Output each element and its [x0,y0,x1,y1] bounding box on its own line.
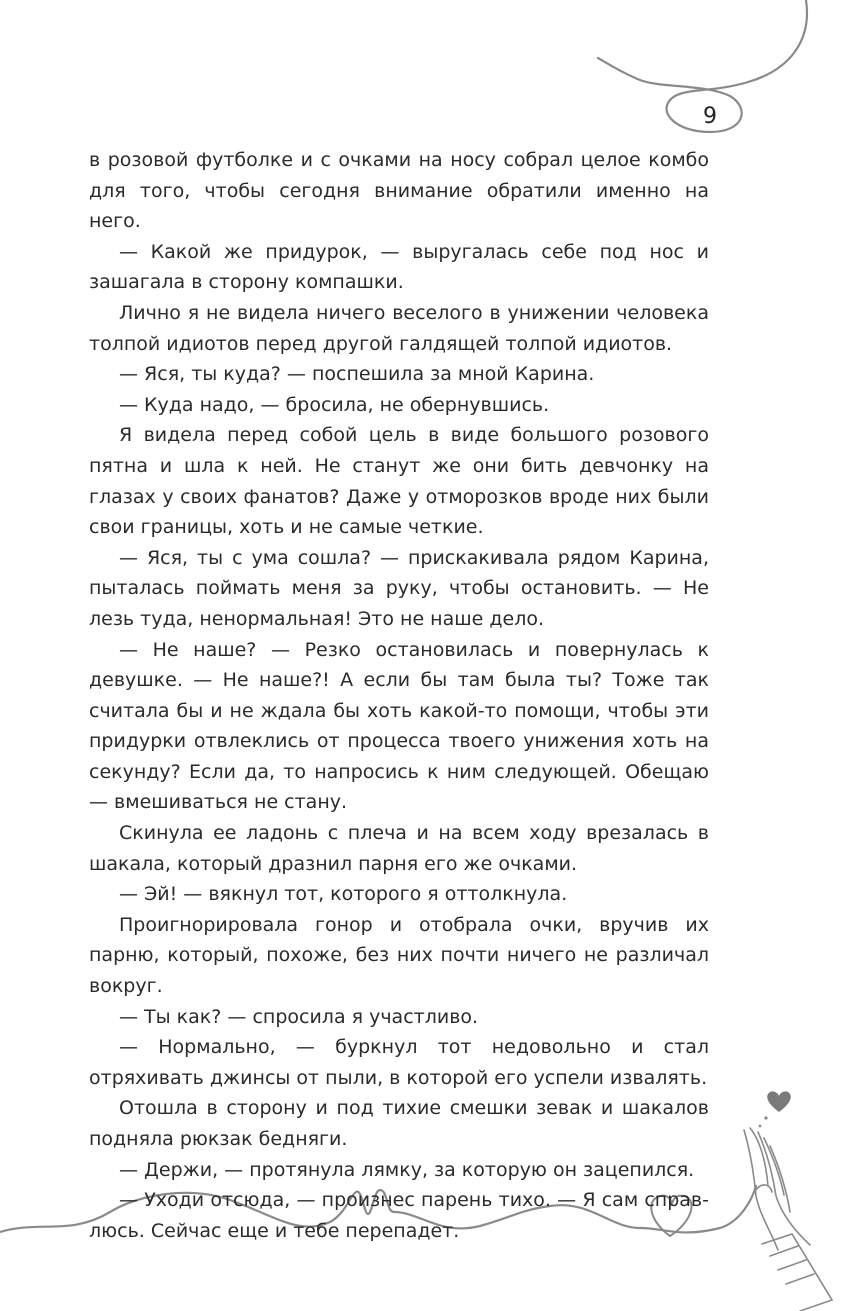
floating-heart-icon [767,1091,791,1112]
paragraph: Скинула ее ладонь с плеча и на всем ходу врезалась в шакала, который дразнил парня его же очками. [89,822,709,875]
paragraph: Лично я не видела ничего веселого в унижении человека толпой идиотов перед другой галдящей толпой идиотов. [89,301,709,355]
paragraph: — Куда надо, — бросила, не обернувшись. [119,393,550,416]
paragraph: — Держи, — протянула лямку, за которую он зацепился. [119,1158,695,1181]
paragraph: — Уходи отсюда, — произнес парень тихо. — Я сам справлюсь. Сейчас еще и тебе перепадет. [89,1189,709,1242]
paragraph: — Какой же придурок, — выругалась себе под нос и зашагала в сторону компашки. [89,240,709,294]
paragraph: — Яся, ты куда? — поспешила за мной Карина. [119,363,595,386]
hand-illustration-icon [744,1128,832,1311]
paragraph: — Нормально, — буркнул тот недовольно и стал отряхивать джинсы от пыли, в которой его успели извалять. [89,1036,709,1089]
body-text [89,145,709,1246]
paragraph: — Не наше? — Резко остановилась и повернулась к девушке. — Не наше?! А если бы там была ты? Тоже так считала бы и не ждала бы хоть какой-то помощи, чтобы эти придурки отвлеклись от процесса твоего унижения хоть на секунду? Если да, то напросись к ним следующей. Обещаю — вмешиваться не стану. [89,638,709,814]
paragraph: — Эй! — вякнул тот, которого я оттолкнула. [119,883,568,906]
paragraph: — Ты как? — спросила я участливо. [119,1005,479,1028]
paragraph: Отошла в сторону и под тихие смешки зевак и шакалов подняла рюкзак бедняги. [89,1097,709,1150]
paragraph: — Яся, ты с ума сошла? — прискакивала рядом Карина, пыталась поймать меня за руку, чтобы остановить. — Не лезь туда, ненормальная! Это не наше дело. [89,546,709,630]
paragraph: Проигнорировала гонор и отобрала очки, вручив их парню, который, похоже, без них почти ничего не различал вокруг. [89,913,709,998]
page-number: 9 [703,103,717,129]
paragraph: Я видела перед собой цель в виде большого розового пятна и шла к ней. Не станут же они бить девчонку на глазах у своих фанатов? Даже у отморозков вроде них были свои границы, хоть и не самые четкие. [89,424,709,539]
paragraph: в розовой футболке и с очками на носу собрал целое комбо для того, чтобы сегодня внимание обратили именно на него. [89,149,709,233]
